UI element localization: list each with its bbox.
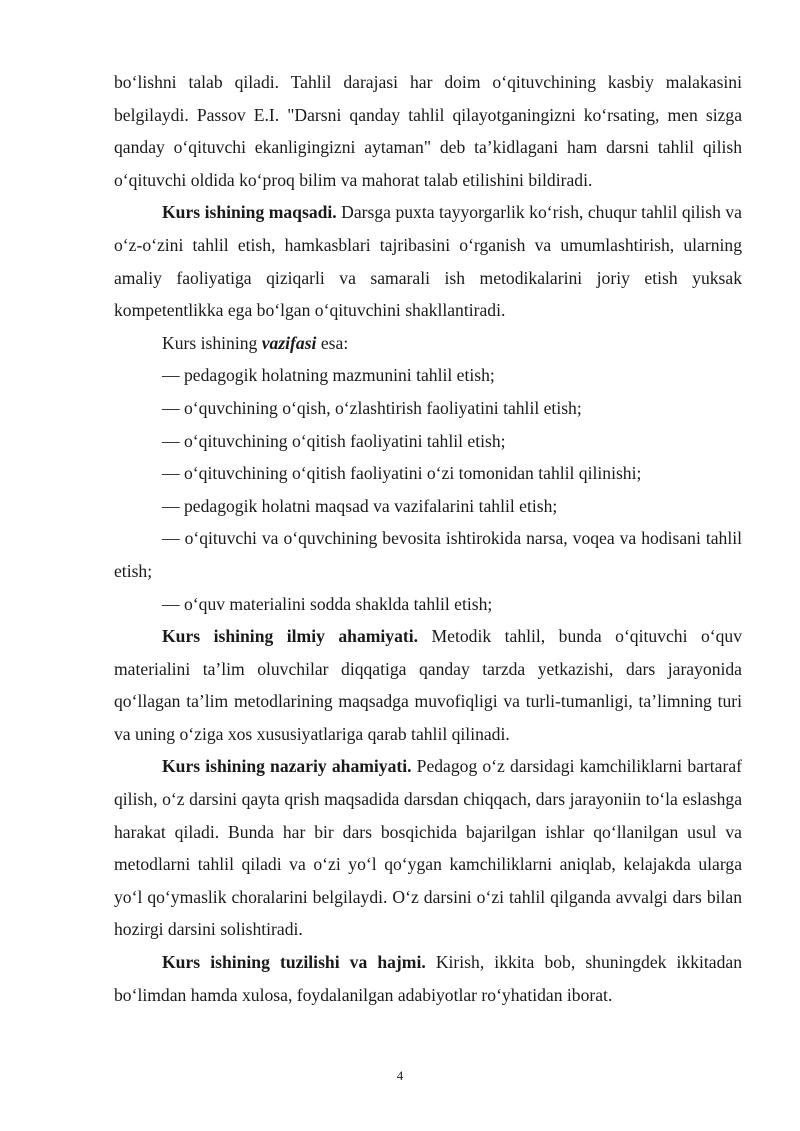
tasks-intro-emphasis: vazifasi xyxy=(261,332,317,353)
task-item: — o‘qituvchining o‘qitish faoliyatini o‘zi tomonidan tahlil qilinishi; xyxy=(162,463,642,484)
theoretical-paragraph xyxy=(114,750,742,946)
goal-heading: Kurs ishining maqsadi. xyxy=(162,202,337,223)
scientific-heading: Kurs ishining ilmiy ahamiyati. xyxy=(162,626,419,647)
scientific-paragraph xyxy=(114,620,742,750)
page-number: 4 xyxy=(396,1068,404,1083)
task-item: — o‘quvchining o‘qish, o‘zlashtirish faoliyatini tahlil etish; xyxy=(162,397,582,418)
tasks-intro xyxy=(114,327,742,360)
document-page xyxy=(114,66,742,1011)
structure-text: Kirish, ikkita bob, shuningdek ikkitadan bo‘limdan hamda xulosa, foydalanilgan adabiyotlar ro‘yhatidan iborat. xyxy=(114,952,743,1005)
theoretical-text: Pedagog o‘z darsidagi kamchiliklarni bartaraf qilish, o‘z darsini qayta qrish maqsadida darsdan chiqqach, dars jarayoniin to‘la eslashga harakat qiladi. Bunda har bir dars bosqichida bajarilgan ishlar qo‘llanilgan usul va metodlarni tahlil qiladi va o‘zi yo‘l qo‘ygan kamchiliklarni aniqlab, kelajakda ularga yo‘l qo‘ymaslik choralarini belgilaydi. O‘z darsini o‘zi tahlil qilganda avvalgi dars bilan hozirgi darsini solishtiradi. xyxy=(114,756,743,940)
intro-paragraph: bo‘lishni talab qiladi. Tahlil darajasi har doim o‘qituvchining kasbiy malakasini belgilaydi. Passov E.I. "Darsni qanday tahlil qilayotganingizni ko‘rsating, men sizga qanday o‘qituvchi ekanligingizni aytaman" deb ta’kidlagani ham darsni tahlil qilish o‘qituvchi oldida ko‘proq bilim va mahorat talab etilishini bildiradi. xyxy=(114,72,742,190)
task-item: — o‘qituvchi va o‘quvchining bevosita ishtirokida narsa, voqea va hodisani tahlil etish; xyxy=(114,528,742,581)
task-item: — o‘quv materialini sodda shaklda tahlil etish; xyxy=(162,593,493,614)
tasks-intro-before: Kurs ishining xyxy=(162,332,262,353)
structure-paragraph xyxy=(114,946,742,1011)
task-item: — pedagogik holatning mazmunini tahlil etish; xyxy=(162,365,495,386)
task-item: — pedagogik holatni maqsad va vazifalarini tahlil etish; xyxy=(162,495,558,516)
tasks-intro-after: esa: xyxy=(316,332,349,353)
structure-heading: Kurs ishining tuzilishi va hajmi. xyxy=(162,952,426,973)
theoretical-heading: Kurs ishining nazariy ahamiyati. xyxy=(162,756,412,777)
goal-text: Darsga puxta tayyorgarlik ko‘rish, chuqur tahlil qilish va o‘z-o‘zini tahlil etish, hamkasblari tajribasini o‘rganish va umumlashtirish, ularning amaliy faoliyatiga qiziqarli va samarali ish metodikalarini joriy etish yuksak kompetentlikka ega bo‘lgan o‘qituvchini shakllantiradi. xyxy=(114,202,742,321)
goal-paragraph xyxy=(114,196,742,326)
task-item: — o‘qituvchining o‘qitish faoliyatini tahlil etish; xyxy=(162,430,506,451)
scientific-text: Metodik tahlil, bunda o‘qituvchi o‘quv materialini ta’lim oluvchilar diqqatiga qanday tarzda yetkazishi, dars jarayonida qo‘llagan ta’lim metodlarining maqsadga muvofiqligi va turli-tumanligi, ta’limning turi va uning o‘ziga xos xususiyatlariga qarab tahlil qilinadi. xyxy=(114,626,742,744)
